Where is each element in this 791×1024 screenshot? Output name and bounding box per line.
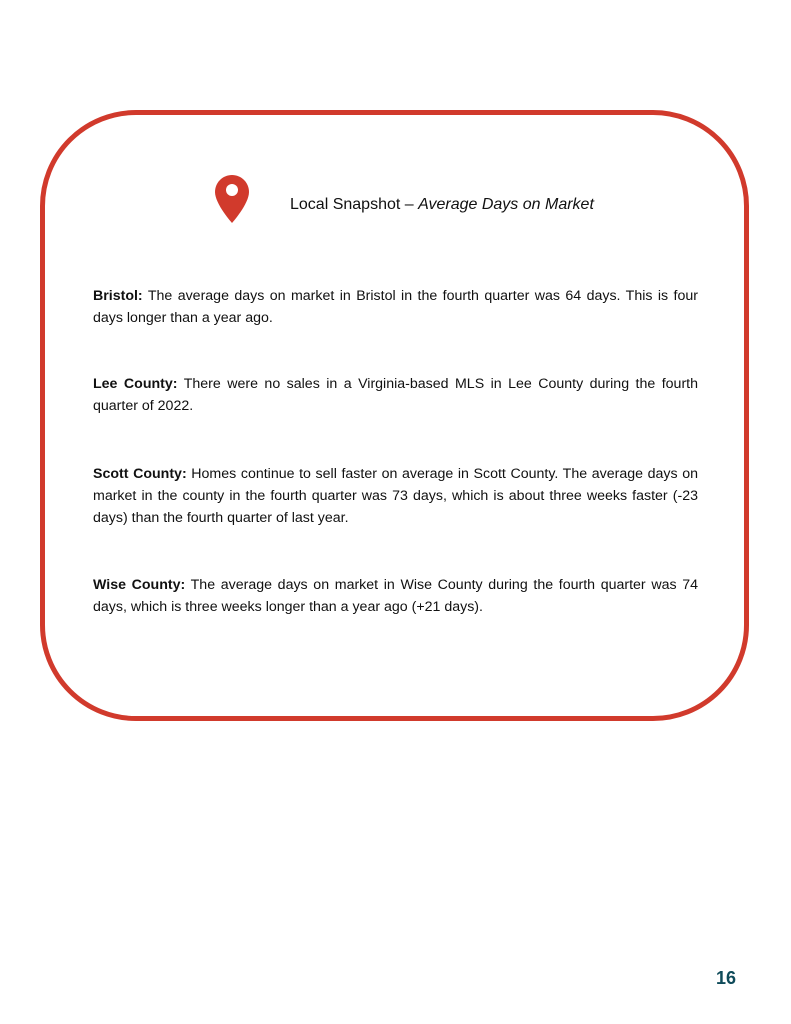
snapshot-title-prefix: Local Snapshot –: [290, 196, 419, 213]
location-pin-icon: [214, 174, 250, 224]
scott-county-paragraph: [93, 463, 698, 529]
lee-county-label: Lee County:: [93, 376, 178, 392]
lee-county-text: There were no sales in a Virginia-based MLS in Lee County during the fourth quarter of 2022.: [93, 376, 698, 414]
scott-county-label: Scott County:: [93, 466, 187, 482]
wise-county-label: Wise County:: [93, 577, 186, 593]
bristol-label: Bristol:: [93, 288, 143, 304]
snapshot-title: [290, 194, 594, 216]
bristol-paragraph: [93, 285, 698, 329]
snapshot-title-italic: Average Days on Market: [418, 196, 594, 213]
wise-county-paragraph: [93, 574, 698, 618]
bristol-text: The average days on market in Bristol in the fourth quarter was 64 days. This is four days longer than a year ago.: [93, 288, 698, 326]
lee-county-paragraph: [93, 373, 698, 417]
page-number: 16: [716, 968, 737, 988]
scott-county-text: Homes continue to sell faster on average in Scott County. The average days on market in the county in the fourth quarter was 73 days, which is about three weeks faster (-23 days) than the fourth quarter of last year.: [93, 466, 698, 526]
wise-county-text: The average days on market in Wise County during the fourth quarter was 74 days, which is three weeks longer than a year ago (+21 days).: [93, 577, 698, 615]
